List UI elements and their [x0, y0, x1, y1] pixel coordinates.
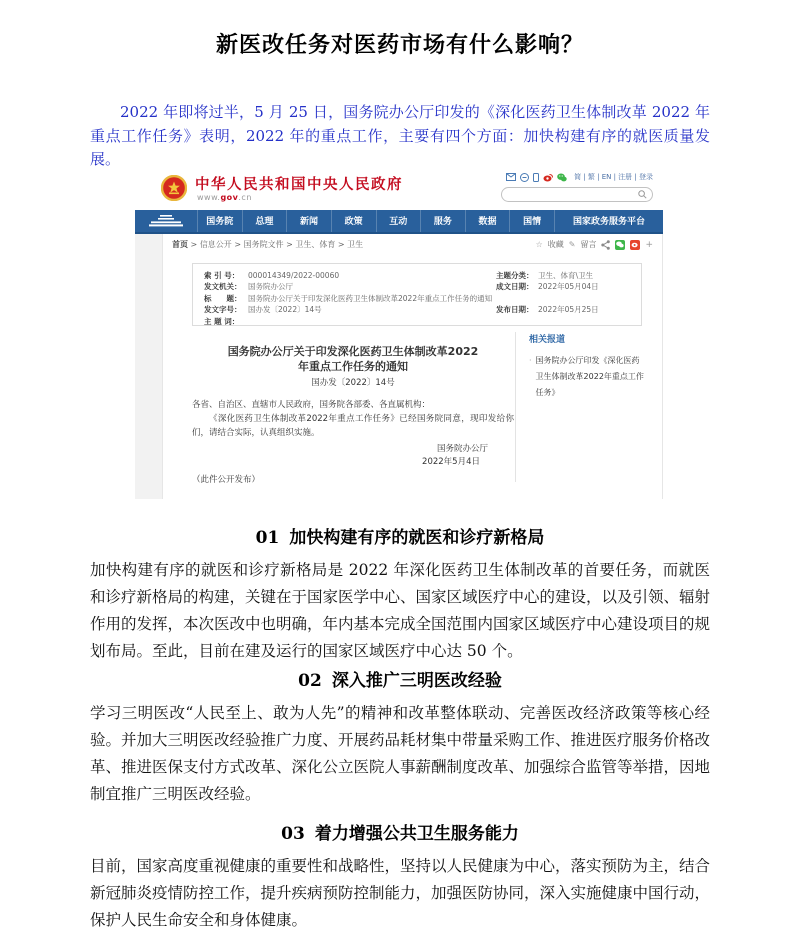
nav-item-zongli[interactable]: 总理 — [242, 210, 287, 232]
meta-label: 发文机关： — [204, 282, 242, 291]
govcn-page-body — [135, 234, 663, 499]
document-body: 《深化医药卫生体制改革2022年重点工作任务》已经国务院同意，现印发给你们，请结合实际，认真组织实施。 — [192, 414, 514, 438]
meta-label: 标 题： — [204, 293, 242, 303]
language-links[interactable]: 简 | 繁 | EN | 注册 | 登录 — [574, 173, 653, 181]
meta-value: 国务院办公厅 — [248, 282, 293, 291]
bullet-icon: · — [529, 355, 532, 365]
section-body-01: 加快构建有序的就医和诊疗新格局是 2022 年深化医药卫生体制改革的首要任务，而就医和诊疗新格局的构建，关键在于国家医学中心、国家区域医疗中心的建设，以及引领、辐射作用的发挥，本次医改中也明确，年内基本完成全国范围内国家区域医疗中心建设项目的规划布局。至此，目前在建及运行的国家区域医疗中心达 50 个。 — [90, 560, 711, 660]
related-reports-sidebar — [515, 332, 647, 482]
document-sign-date: 2022年5月4日 — [422, 457, 480, 467]
share-icon[interactable] — [601, 240, 610, 250]
meta-row — [204, 304, 630, 316]
meta-value — [248, 316, 630, 328]
more-share-button[interactable]: + — [645, 239, 653, 250]
meta-value: 国办发〔2022〕14号 — [248, 305, 322, 314]
meta-row — [204, 293, 630, 305]
mail-icon[interactable] — [506, 173, 516, 181]
meta-label: 主 题 词： — [204, 316, 240, 326]
document-public-note: （此件公开发布） — [192, 475, 261, 485]
nav-item-zhengce[interactable]: 政策 — [331, 210, 376, 232]
section-body-03: 目前，国家高度重视健康的重要性和战略性，坚持以人民健康为中心，落实预防为主，结合新冠肺炎疫情防控工作，提升疾病预防控制能力，加强医防协同，深入实施健康中国行动，保护人民生命安全和身体健康。 — [90, 856, 711, 929]
url-www: www. — [197, 192, 221, 202]
nav-item-shuju[interactable]: 数据 — [465, 210, 510, 232]
meta-value: 2022年05月25日 — [538, 305, 599, 314]
site-url — [197, 193, 252, 202]
official-document — [192, 344, 514, 486]
section-number: 02 — [298, 670, 322, 691]
url-gov: gov — [220, 192, 239, 202]
meta-row — [204, 270, 630, 282]
content-panel — [162, 234, 663, 499]
rss-icon[interactable] — [520, 173, 529, 182]
document-salutation: 各省、自治区、直辖市人民政府，国务院各部委、各直属机构： — [192, 399, 431, 410]
meta-value: 卫生、体育\卫生 — [538, 270, 594, 280]
comment-pencil-icon[interactable]: ✎ — [568, 240, 576, 249]
govcn-screenshot — [135, 168, 663, 499]
document-title: 国务院办公厅关于印发深化医药卫生体制改革2022年重点工作任务的通知 — [227, 344, 479, 373]
nav-item-guowuyuan[interactable]: 国务院 — [197, 210, 242, 232]
related-report-link[interactable] — [529, 353, 647, 401]
section-heading-03 — [90, 823, 710, 845]
search-input[interactable] — [501, 187, 653, 202]
page-title: 新医改任务对医药市场有什么影响？ — [215, 32, 584, 58]
related-reports-heading: 相关报道 — [529, 334, 566, 345]
meta-label: 主题分类： — [496, 270, 534, 280]
section-heading-02 — [90, 670, 710, 692]
meta-row — [204, 316, 630, 328]
govcn-header — [135, 168, 663, 210]
nav-item-hudong[interactable]: 互动 — [376, 210, 421, 232]
nav-item-fuwu[interactable]: 服务 — [420, 210, 465, 232]
section-number: 03 — [281, 823, 305, 844]
section-title: 加快构建有序的就医和诊疗新格局 — [289, 527, 545, 548]
breadcrumb-row — [163, 238, 662, 252]
meta-value: 000014349/2022-00060 — [248, 270, 340, 280]
meta-label: 发文字号： — [204, 305, 242, 314]
wechat-icon[interactable] — [557, 173, 567, 182]
meta-row — [204, 281, 630, 293]
section-body-02: 学习三明医改“人民至上、敢为人先”的精神和改革整体联动、完善医改经济政策等核心经验。并加大三明医改经验推广力度、开展药品耗材集中带量采购工作、推进医疗服务价格改革、推进医保支付方式改革、深化公立医院人事薪酬制度改革、加强综合监管等举措，因地制宜推广三明医改经验。 — [90, 703, 711, 803]
breadcrumb-path: > 信息公开 > 国务院文件 > 卫生、体育 > 卫生 — [188, 240, 364, 249]
breadcrumb-home[interactable]: 首页 — [172, 240, 188, 249]
section-heading-01 — [90, 527, 710, 549]
section-title: 着力增强公共卫生服务能力 — [314, 823, 519, 844]
related-report-text[interactable]: 国务院办公厅印发《深化医药卫生体制改革2022年重点工作任务》 — [535, 355, 644, 397]
national-emblem-icon — [161, 175, 187, 201]
document-number: 国办发〔2022〕14号 — [311, 377, 395, 388]
header-utility-icons — [506, 172, 653, 183]
share-weibo-icon[interactable] — [630, 240, 640, 250]
url-cn: .cn — [238, 192, 252, 202]
govcn-nav — [135, 210, 663, 234]
comment-button[interactable]: 留言 — [580, 240, 597, 249]
nav-item-xinwen[interactable]: 新闻 — [286, 210, 331, 232]
site-title: 中华人民共和国中央人民政府 — [195, 176, 403, 193]
nav-item-guoqing[interactable]: 国情 — [509, 210, 554, 232]
intro-paragraph: 2022 年即将过半，5 月 25 日，国务院办公厅印发的《深化医药卫生体制改革 2022 年重点工作任务》表明，2022 年的重点工作，主要有四个方面：加快构建有序的就医质量发展。 — [90, 103, 710, 168]
tiananmen-icon — [147, 214, 185, 228]
nav-home-item[interactable] — [135, 210, 197, 232]
section-title: 深入推广三明医改经验 — [331, 670, 502, 691]
meta-label: 发布日期： — [496, 305, 534, 314]
document-meta-table — [192, 263, 642, 326]
meta-value: 国务院办公厅关于印发深化医药卫生体制改革2022年重点工作任务的通知 — [248, 293, 493, 303]
share-wechat-icon[interactable] — [615, 240, 625, 250]
weibo-icon[interactable] — [543, 173, 553, 182]
meta-label: 成文日期： — [496, 282, 534, 291]
breadcrumb[interactable] — [172, 239, 363, 250]
document-signer: 国务院办公厅 — [436, 444, 488, 454]
meta-label: 索 引 号： — [204, 270, 240, 280]
page-actions — [536, 239, 653, 250]
section-number: 01 — [255, 527, 280, 548]
search-icon[interactable] — [638, 190, 647, 199]
nav-item-zhengwu-platform[interactable]: 国家政务服务平台 — [554, 210, 663, 232]
meta-value: 2022年05月04日 — [538, 282, 599, 291]
favorite-button[interactable]: 收藏 — [547, 240, 564, 249]
mobile-icon[interactable] — [533, 173, 539, 182]
favorite-star-icon[interactable]: ☆ — [535, 240, 543, 249]
